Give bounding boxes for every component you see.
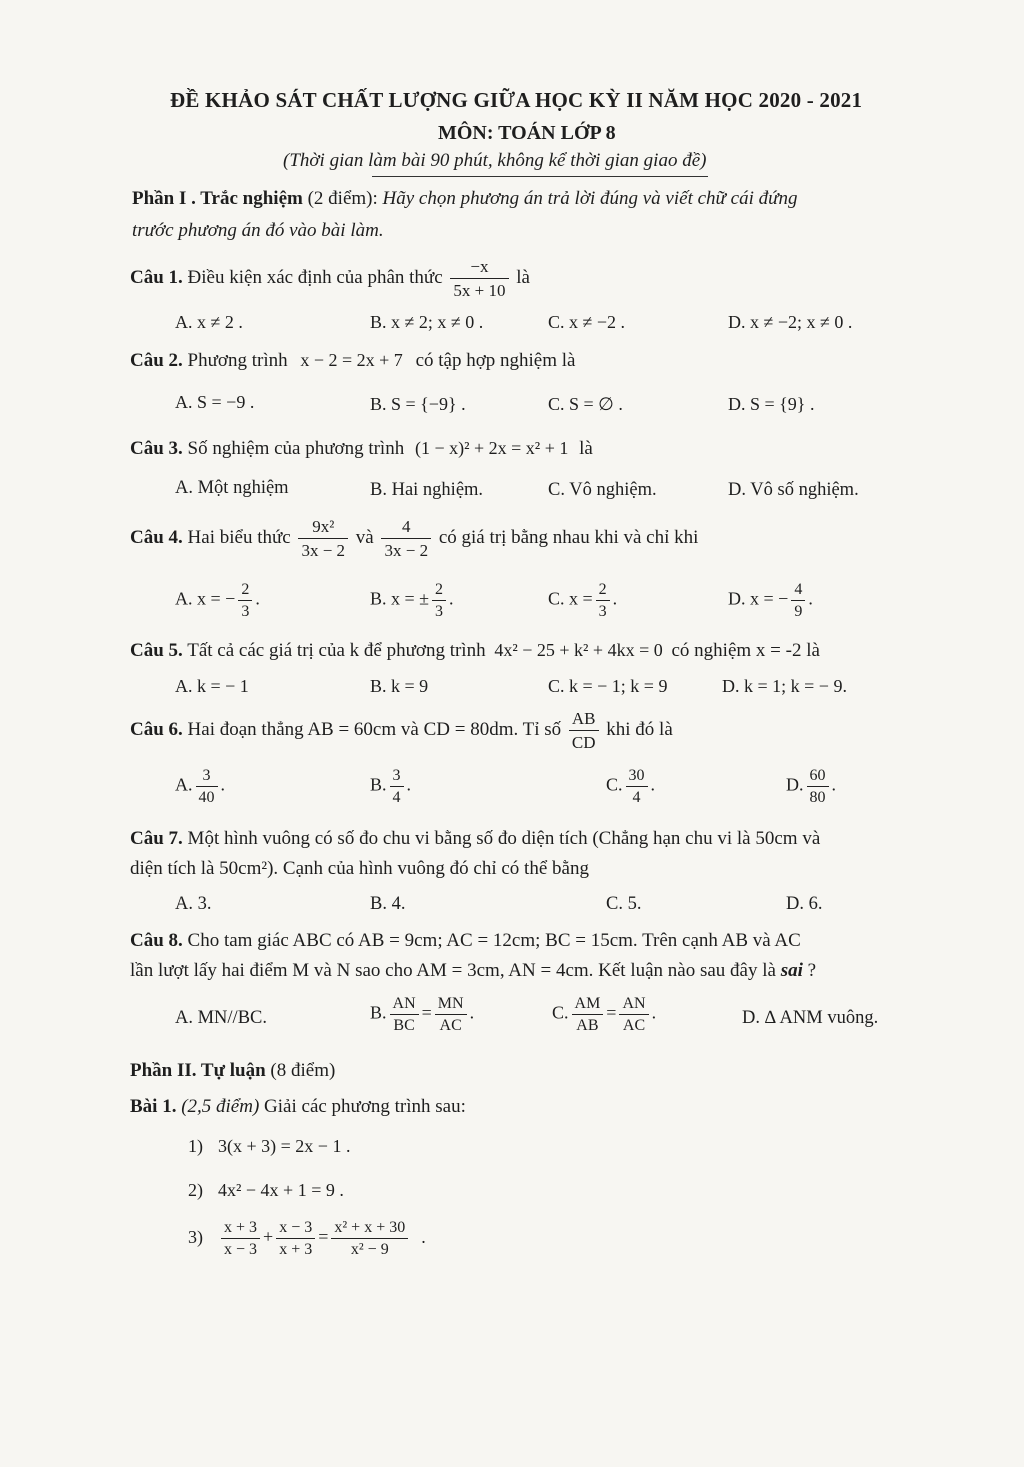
item-equation: 3(x + 3) = 2x − 1 .	[218, 1136, 351, 1156]
question-1	[130, 256, 530, 301]
option-end: .	[831, 774, 836, 795]
option-prefix: A. x = −	[175, 588, 236, 609]
part2-heading	[130, 1060, 335, 1082]
bai-text: Giải các phương trình sau:	[264, 1096, 466, 1117]
option-2d: D. S = {9} .	[728, 394, 815, 414]
fraction-denominator: BC	[393, 1017, 415, 1034]
question-8-line-1	[130, 930, 801, 952]
bai-1-heading	[130, 1096, 466, 1118]
option-6a	[175, 766, 225, 807]
option-7a: A. 3.	[175, 894, 212, 914]
option-4d	[728, 580, 813, 621]
option-prefix: C.	[606, 774, 623, 795]
question-text: lần lượt lấy hai điểm M và N sao cho AM = 3cm, AN = 4cm. Kết luận nào sau đây là	[130, 960, 776, 981]
fraction-denominator: 9	[794, 603, 803, 620]
option-1d: D. x ≠ −2; x ≠ 0 .	[728, 312, 853, 332]
option-3b: B. Hai nghiệm.	[370, 480, 484, 500]
question-suffix: có giá trị bằng nhau khi và chỉ khi	[438, 526, 699, 548]
option-5d: D. k = 1; k = − 9.	[722, 676, 847, 696]
question-suffix: là	[579, 438, 593, 459]
fraction-denominator: 3	[435, 603, 444, 620]
option-1a: A. x ≠ 2 .	[175, 312, 243, 332]
question-text: Cho tam giác ABC có AB = 9cm; AC = 12cm; BC = 15cm. Trên cạnh AB và AC	[187, 930, 801, 951]
fraction	[390, 994, 419, 1035]
option-end: .	[469, 1002, 475, 1023]
question-suffix: có nghiệm x = -2 là	[671, 640, 820, 661]
fraction	[435, 994, 467, 1035]
option-prefix: B.	[370, 1002, 387, 1023]
question-label: Câu 7.	[130, 828, 183, 849]
fraction-numerator: 4	[791, 580, 805, 601]
exam-title: ĐỀ KHẢO SÁT CHẤT LƯỢNG GIỮA HỌC KỲ II NĂM HỌC 2020 - 2021	[170, 88, 863, 112]
option-5b: B. k = 9	[370, 676, 429, 696]
question-2	[130, 350, 575, 372]
fraction-numerator: 9x²	[298, 516, 348, 539]
option-8b: B. $\frac{AN}{BC}$ = $\frac{MN}{AC}$ .	[370, 995, 475, 1034]
fraction-denominator: AC	[622, 1017, 646, 1034]
fraction-numerator: x − 3	[276, 1218, 315, 1239]
fraction-denominator: AB	[576, 1017, 599, 1034]
option-prefix: D.	[786, 774, 804, 795]
question-label: Câu 3.	[130, 438, 183, 459]
option-end: .	[220, 774, 225, 795]
fraction	[196, 766, 218, 807]
fraction	[331, 1218, 408, 1259]
fraction-numerator: AN	[390, 994, 419, 1015]
fraction-denominator: AC	[439, 1017, 462, 1034]
option-1b: B. x ≠ 2; x ≠ 0 .	[370, 312, 484, 332]
fraction-numerator: 3	[196, 766, 218, 787]
fraction	[619, 994, 648, 1035]
fraction	[791, 580, 805, 621]
option-6c	[606, 766, 655, 807]
question-label: Câu 4.	[130, 526, 183, 548]
part1-heading	[132, 188, 797, 210]
question-emphasis: sai	[780, 960, 803, 981]
part1-instruction-2: trước phương án đó vào bài làm.	[132, 220, 384, 241]
operator: +	[263, 1226, 274, 1247]
question-end: ?	[807, 960, 817, 981]
question-text: Một hình vuông có số đo chu vi bằng số đo diện tích (Chẳng hạn chu vi là 50cm và	[187, 828, 821, 849]
part2-title: Phần II. Tự luận	[130, 1060, 266, 1081]
option-3c: C. Vô nghiệm.	[548, 480, 657, 500]
fraction	[596, 580, 610, 621]
option-end: .	[808, 588, 813, 609]
option-prefix: B.	[370, 774, 387, 795]
option-6b	[370, 766, 411, 807]
bai-1-item-3	[188, 1218, 426, 1259]
fraction-numerator: −x	[450, 256, 508, 279]
question-3	[130, 438, 593, 460]
fraction-denominator: 3x − 2	[384, 541, 429, 560]
fraction-numerator: AM	[572, 994, 604, 1015]
option-end: .	[406, 774, 412, 795]
fraction-numerator: 4	[381, 516, 431, 539]
fraction	[626, 766, 648, 807]
question-7-line-2: diện tích là 50cm²). Cạnh của hình vuông đó chỉ có thể bằng	[130, 858, 589, 879]
option-5c: C. k = − 1; k = 9	[548, 676, 668, 696]
question-label: Câu 1.	[130, 266, 183, 288]
fraction-numerator: 2	[432, 580, 446, 601]
fraction-numerator: AN	[619, 994, 648, 1015]
question-equation: 4x² − 25 + k² + 4kx = 0	[494, 640, 663, 660]
fraction-numerator: 2	[238, 580, 252, 601]
question-8-line-2	[130, 960, 816, 982]
fraction-denominator: 4	[392, 789, 401, 806]
question-text: Hai biểu thức	[187, 526, 291, 548]
exam-time-note: (Thời gian làm bài 90 phút, không kể thời gian giao đề)	[283, 150, 707, 171]
fraction-denominator: 3x − 2	[301, 541, 346, 560]
fraction	[381, 516, 431, 561]
option-2b: B. S = {−9} .	[370, 394, 466, 414]
item-number: 1)	[188, 1136, 203, 1156]
option-prefix: D. x = −	[728, 588, 789, 609]
option-end: .	[255, 588, 260, 609]
option-4a	[175, 580, 260, 621]
option-7b: B. 4.	[370, 894, 406, 914]
question-7-line-1	[130, 828, 820, 850]
question-label: Câu 6.	[130, 718, 183, 740]
fraction-numerator: MN	[435, 994, 467, 1015]
fraction-denominator: x − 3	[224, 1241, 258, 1258]
fraction	[390, 766, 404, 807]
fraction	[807, 766, 829, 807]
question-suffix: là	[516, 266, 530, 288]
fraction-denominator: 40	[198, 789, 215, 806]
question-text: Phương trình	[187, 350, 288, 371]
fraction	[221, 1218, 260, 1259]
option-prefix: B. x = ±	[370, 588, 430, 609]
fraction	[569, 708, 599, 753]
option-prefix: C. x =	[548, 588, 593, 609]
fraction	[276, 1218, 315, 1259]
option-3d: D. Vô số nghiệm.	[728, 480, 859, 500]
fraction-denominator: 3	[598, 603, 607, 620]
option-4b	[370, 580, 454, 621]
option-7c: C. 5.	[606, 894, 642, 914]
fraction	[432, 580, 446, 621]
fraction-numerator: 2	[596, 580, 610, 601]
question-equation: (1 − x)² + 2x = x² + 1	[414, 438, 569, 458]
question-suffix: khi đó là	[606, 718, 673, 740]
option-3a: A. Một nghiệm	[175, 478, 289, 498]
question-4	[130, 516, 698, 561]
question-label: Câu 8.	[130, 930, 183, 951]
question-6	[130, 708, 673, 753]
bai-1-item-1	[188, 1136, 350, 1157]
option-8d: D. ∆ ANM vuông.	[742, 1008, 879, 1028]
part1-title: Phần I . Trắc nghiệm	[132, 188, 303, 209]
fraction-numerator: 30	[626, 766, 648, 787]
option-prefix: C.	[552, 1002, 569, 1023]
item-number: 2)	[188, 1180, 203, 1200]
option-prefix: A.	[175, 774, 193, 795]
fraction	[238, 580, 252, 621]
fraction-numerator: x² + x + 30	[331, 1218, 408, 1239]
question-suffix: có tập hợp nghiệm là	[415, 350, 576, 371]
bai-label: Bài 1.	[130, 1096, 177, 1117]
fraction-denominator: 4	[632, 789, 641, 806]
question-text: Số nghiệm của phương trình	[187, 438, 405, 459]
fraction-numerator: 3	[390, 766, 404, 787]
option-2a: A. S = −9 .	[175, 392, 255, 412]
option-8a: A. MN//BC.	[175, 1008, 268, 1028]
fraction-numerator: 60	[807, 766, 829, 787]
fraction-denominator: 3	[241, 603, 250, 620]
question-text: Điều kiện xác định của phân thức	[187, 266, 443, 288]
exam-subject: MÔN: TOÁN LỚP 8	[438, 122, 616, 144]
fraction	[298, 516, 348, 561]
bai-points: (2,5 điểm)	[181, 1096, 260, 1117]
fraction-denominator: x² − 9	[350, 1241, 389, 1258]
part2-points: (8 điểm)	[270, 1060, 336, 1081]
fraction-numerator: AB	[569, 708, 599, 731]
option-end: .	[612, 588, 618, 609]
title-underline	[372, 176, 708, 177]
question-text: Tất cả các giá trị của k để phương trình	[187, 640, 486, 661]
fraction-denominator: 5x + 10	[453, 281, 506, 300]
conjunction: và	[355, 526, 374, 548]
option-end: .	[651, 1002, 657, 1023]
question-text: Hai đoạn thẳng AB = 60cm và CD = 80dm. Tỉ số	[187, 718, 562, 740]
option-8c: C. $\frac{AM}{AB}$ = $\frac{AN}{AC}$ .	[552, 995, 657, 1034]
fraction	[450, 256, 508, 301]
fraction-denominator: 80	[809, 789, 826, 806]
item-end: .	[421, 1226, 426, 1247]
option-2c: C. S = ∅ .	[548, 394, 623, 414]
question-equation: x − 2 = 2x + 7	[300, 350, 403, 370]
fraction-numerator: x + 3	[221, 1218, 260, 1239]
fraction-denominator: x + 3	[279, 1241, 313, 1258]
option-end: .	[650, 774, 656, 795]
operator: =	[318, 1226, 329, 1247]
option-end: .	[449, 588, 454, 609]
option-5a: A. k = − 1	[175, 676, 249, 696]
part1-points: (2 điểm):	[307, 188, 378, 209]
question-label: Câu 2.	[130, 350, 183, 371]
question-5	[130, 640, 820, 662]
option-1c: C. x ≠ −2 .	[548, 312, 626, 332]
part1-instruction-1: Hãy chọn phương án trả lời đúng và viết chữ cái đứng	[382, 188, 798, 209]
option-4c	[548, 580, 617, 621]
item-equation: 4x² − 4x + 1 = 9 .	[218, 1180, 344, 1200]
question-label: Câu 5.	[130, 640, 183, 661]
item-number: 3)	[188, 1226, 203, 1247]
option-7d: D. 6.	[786, 894, 823, 914]
bai-1-item-2	[188, 1180, 344, 1201]
fraction	[572, 994, 604, 1035]
option-6d	[786, 766, 836, 807]
fraction-denominator: CD	[571, 733, 596, 752]
